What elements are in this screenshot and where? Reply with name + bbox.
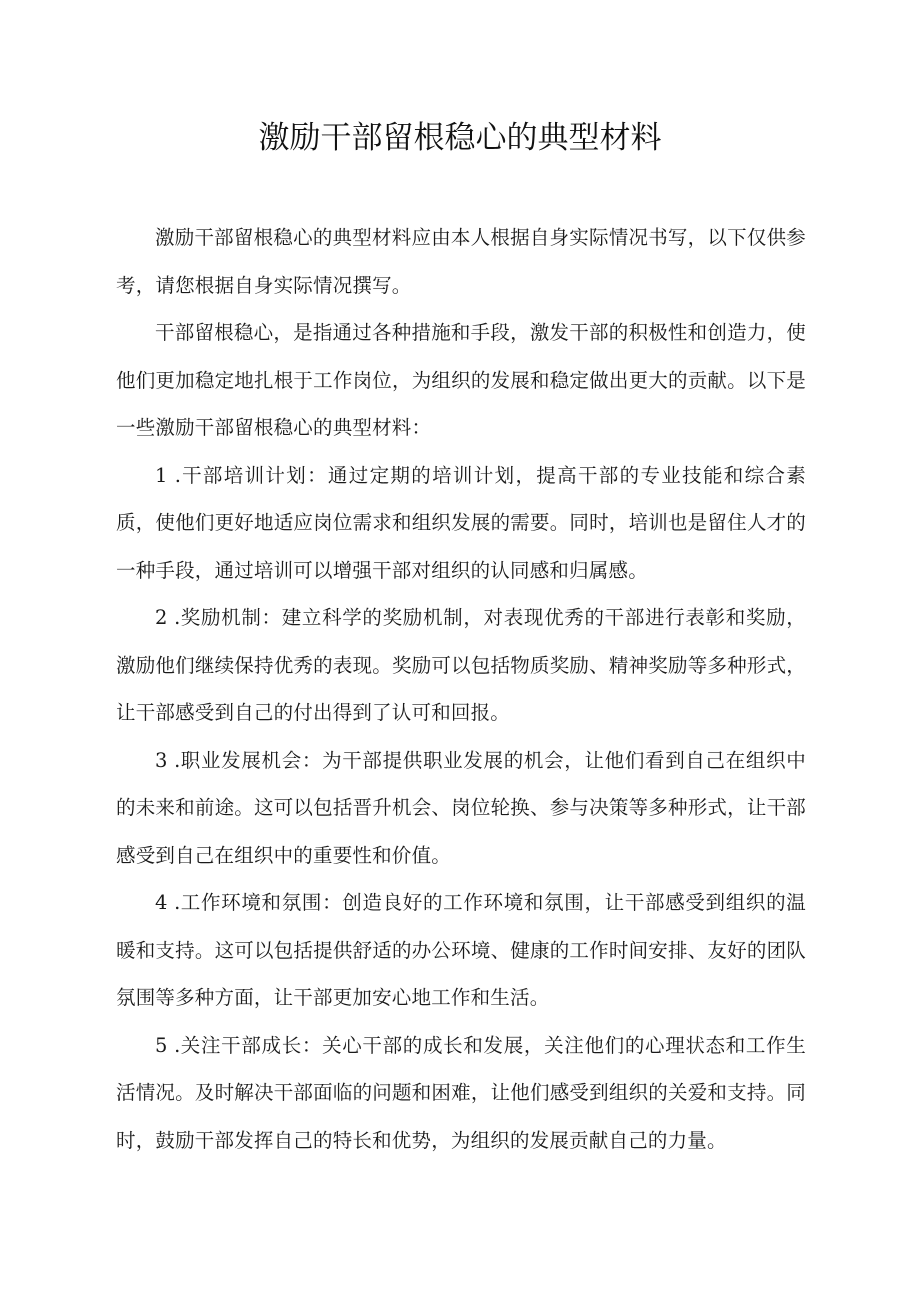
paragraph-number: 3 . (155, 748, 181, 772)
document-title: 激励干部留根稳心的典型材料 (258, 120, 662, 156)
paragraph-item-4 (116, 879, 806, 1022)
document-body (116, 214, 806, 1164)
paragraph-number: 5 . (155, 1033, 181, 1057)
paragraph-number: 2 . (155, 606, 181, 629)
paragraph-number: 1 . (155, 463, 181, 487)
paragraph-text: 干部留根稳心，是指通过各种措施和手段，激发干部的积极性和创造力，使他们更加稳定地扎根于工作岗位，为组织的发展和稳定做出更大的贡献。以下是一些激励干部留根稳心的典型材料： (116, 321, 806, 439)
paragraph-text: 奖励机制：建立科学的奖励机制，对表现优秀的干部进行表彰和奖励，激励他们继续保持优秀的表现。奖励可以包括物质奖励、精神奖励等多种形式，让干部感受到自己的付出得到了认可和回报。 (116, 606, 806, 724)
paragraph-text: 干部培训计划：通过定期的培训计划，提高干部的专业技能和综合素质，使他们更好地适应岗位需求和组织发展的需要。同时，培训也是留住人才的一种手段，通过培训可以增强干部对组织的认同感和归属感。 (116, 463, 806, 582)
paragraph-item-2 (116, 594, 806, 737)
paragraph-text: 职业发展机会：为干部提供职业发展的机会，让他们看到自己在组织中的未来和前途。这可以包括晋升机会、岗位轮换、参与决策等多种形式，让干部感受到自己在组织中的重要性和价值。 (116, 748, 806, 867)
paragraph-text: 关注干部成长：关心干部的成长和发展，关注他们的心理状态和工作生活情况。及时解决干部面临的问题和困难，让他们感受到组织的关爱和支持。同时，鼓励干部发挥自己的特长和优势，为组织的发展贡献自己的力量。 (116, 1033, 806, 1152)
paragraph-definition (116, 309, 806, 452)
paragraph-text: 工作环境和氛围：创造良好的工作环境和氛围，让干部感受到组织的温暖和支持。这可以包括提供舒适的办公环境、健康的工作时间安排、友好的团队氛围等多种方面，让干部更加安心地工作和生活。 (116, 891, 806, 1009)
paragraph-item-5 (116, 1022, 806, 1165)
paragraph-number: 4 . (155, 891, 181, 914)
paragraph-intro (116, 214, 806, 309)
paragraph-item-1 (116, 452, 806, 595)
paragraph-text: 激励干部留根稳心的典型材料应由本人根据自身实际情况书写，以下仅供参考，请您根据自身实际情况撰写。 (116, 226, 806, 297)
paragraph-item-3 (116, 737, 806, 880)
